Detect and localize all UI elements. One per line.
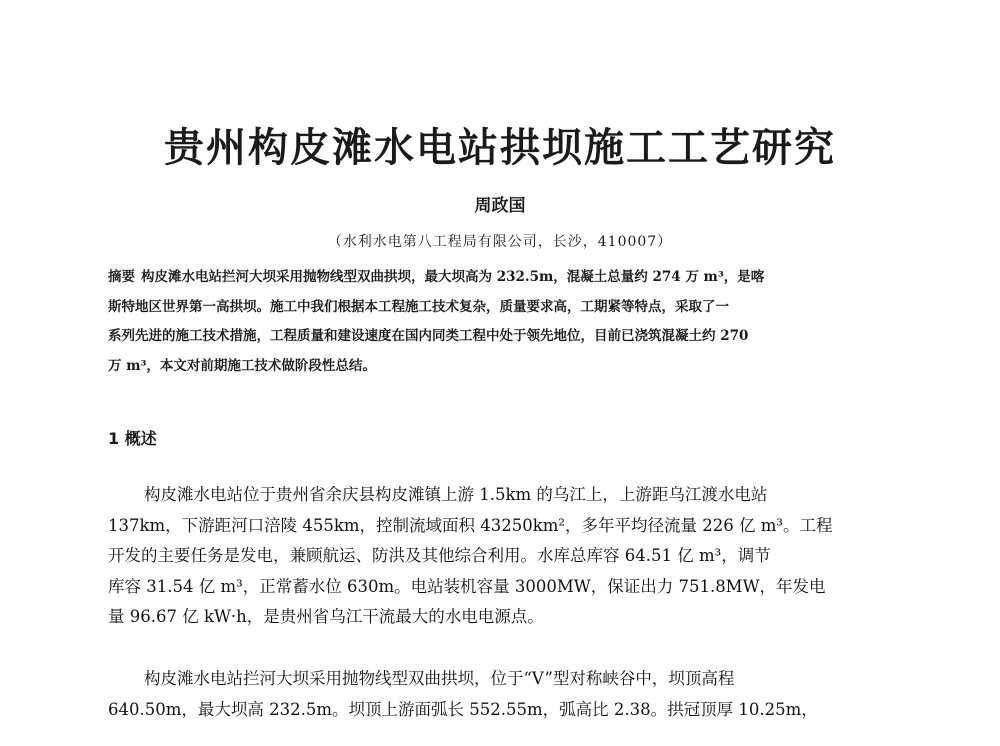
abstract — [108, 263, 918, 381]
abstract-label: 摘要 — [108, 269, 135, 285]
paragraph-line: 构皮滩水电站位于贵州省余庆县构皮滩镇上游 1.5km 的乌江上，上游距乌江渡水电站 — [144, 485, 768, 504]
paragraph-line: 640.50m，最大坝高 232.5m。坝顶上游面弧长 552.55m，弧高比 2.38。拱冠顶厚 10.25m， — [108, 699, 818, 719]
abstract-line: 万 m³，本文对前期施工技术做阶段性总结。 — [108, 357, 376, 374]
paragraph-line: 开发的主要任务是发电，兼顾航运、防洪及其他综合利用。水库总库容 64.51 亿 m³，调节 — [108, 546, 771, 565]
abstract-line-text: 构皮滩水电站拦河大坝采用抛物线型双曲拱坝，最大坝高为 232.5m，混凝土总量约 274 万 m³，是喀 — [141, 269, 765, 285]
section-heading-overview: 1 概述 — [108, 429, 157, 448]
paper-affiliation: （水利水电第八工程局有限公司，长沙，410007） — [327, 234, 673, 250]
paper-title: 贵州构皮滩水电站拱坝施工工艺研究 — [164, 125, 836, 171]
paragraph-line: 库容 31.54 亿 m³，正常蓄水位 630m。电站装机容量 3000MW，保证出力 751.8MW，年发电 — [108, 576, 826, 596]
abstract-line — [108, 263, 918, 293]
paper-author: 周政国 — [474, 196, 526, 216]
paragraph-line: 137km，下游距河口涪陵 455km，控制流域面积 43250km²，多年平均径流量 226 亿 m³。工程 — [108, 515, 833, 535]
body-paragraph-1 — [108, 480, 918, 633]
body-paragraph-2 — [108, 664, 918, 725]
abstract-line: 斯特地区世界第一高拱坝。施工中我们根据本工程施工技术复杂，质量要求高，工期紧等特点，采取了一 — [108, 298, 729, 315]
paragraph-line: 量 96.67 亿 kW·h，是贵州省乌江干流最大的水电电源点。 — [108, 607, 544, 626]
abstract-line: 系列先进的施工技术措施，工程质量和建设速度在国内同类工程中处于领先地位，目前已浇筑混凝土约 270 — [108, 328, 749, 344]
paragraph-line: 构皮滩水电站拦河大坝采用抛物线型双曲拱坝，位于“V”型对称峡谷中，坝顶高程 — [144, 669, 735, 688]
